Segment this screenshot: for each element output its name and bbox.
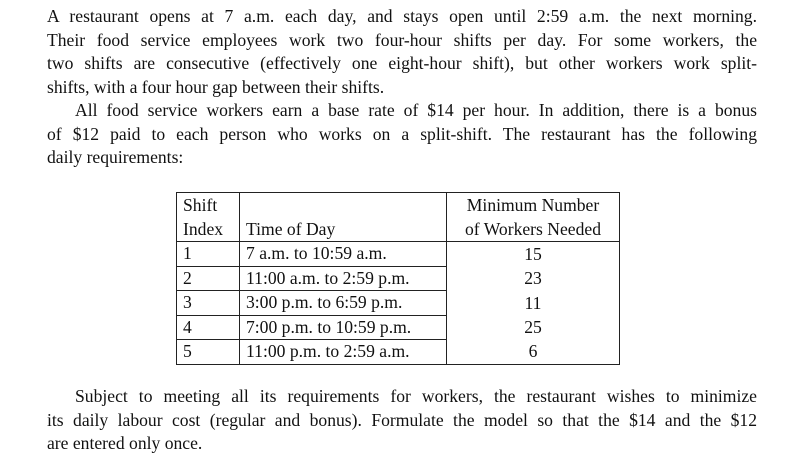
intro-line: A restaurant opens at 7 a.m. each day, and stays open until 2:59 a.m. the next morning.: [47, 6, 757, 26]
time-header-top: [240, 193, 447, 218]
pay-line: daily requirements:: [47, 147, 184, 168]
intro-line: shifts, with a four hour gap between their shifts.: [47, 76, 385, 97]
table-header-row: [177, 193, 620, 218]
time-of-day-cell: 7:00 p.m. to 10:59 p.m.: [240, 315, 447, 340]
table-row: [177, 242, 620, 267]
table-header-row: [177, 217, 620, 242]
shift-index-cell: 3: [177, 291, 240, 316]
conclusion-line: its daily labour cost (regular and bonus). Formulate the model so that the $14 and the $12: [47, 409, 757, 430]
time-header: Time of Day: [240, 217, 447, 242]
table-row: [177, 315, 620, 340]
pay-paragraph: [47, 99, 757, 170]
pay-line: All food service workers earn a base rate of $14 per hour. In addition, there is a bonus: [75, 100, 757, 120]
intro-paragraph: [47, 5, 757, 99]
time-of-day-cell: 11:00 a.m. to 2:59 p.m.: [240, 266, 447, 291]
conclusion-line: Subject to meeting all its requirements for workers, the restaurant wishes to minimize: [75, 386, 757, 406]
workers-needed-header: of Workers Needed: [447, 217, 620, 242]
intro-line: two shifts are consecutive (effectively one eight-hour shift), but other workers work split-: [47, 53, 757, 74]
time-of-day-cell: 3:00 p.m. to 6:59 p.m.: [240, 291, 447, 316]
shift-index-cell: 5: [177, 340, 240, 365]
conclusion-paragraph: [47, 385, 757, 456]
workers-header: Minimum Number: [466, 194, 600, 215]
table-row: [177, 340, 620, 365]
table-row: [177, 291, 620, 316]
workers-cell: 11: [524, 292, 542, 313]
workers-cell: 15: [524, 243, 542, 264]
time-of-day-cell: 7 a.m. to 10:59 a.m.: [240, 242, 447, 267]
requirements-table: [176, 192, 620, 365]
table-row: [177, 266, 620, 291]
index-header: Index: [177, 217, 240, 242]
time-of-day-cell: 11:00 p.m. to 2:59 a.m.: [240, 340, 447, 365]
workers-cell: 25: [524, 317, 542, 337]
conclusion-line: are entered only once.: [47, 433, 203, 454]
workers-cell: 23: [524, 268, 542, 288]
pay-line: of $12 paid to each person who works on a split-shift. The restaurant has the following: [47, 123, 757, 144]
shift-index-cell: 2: [177, 266, 240, 291]
workers-cell: 6: [447, 340, 620, 365]
shift-index-cell: 4: [177, 315, 240, 340]
intro-line: Their food service employees work two four-hour shifts per day. For some workers, the: [47, 29, 757, 50]
shift-header: Shift: [177, 193, 240, 218]
shift-index-cell: 1: [177, 242, 240, 267]
